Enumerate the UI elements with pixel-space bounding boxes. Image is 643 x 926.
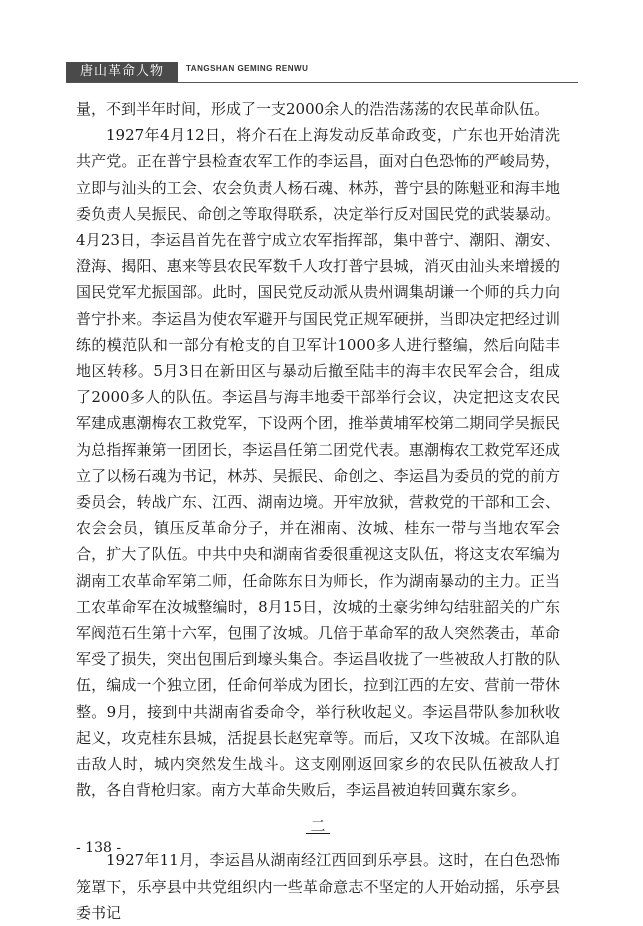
- header-divider: [66, 82, 578, 83]
- body-text: [76, 96, 560, 926]
- section-heading: [76, 813, 560, 839]
- section-number: 二: [306, 819, 329, 834]
- paragraph-continued: 量，不到半年时间，形成了一支2000余人的浩浩荡荡的农民革命队伍。: [76, 100, 550, 118]
- paragraph: 1927年4月12日，将介石在上海发动反革命政变，广东也开始清洗共产党。正在普宁县检查农军工作的李运昌，面对白色恐怖的严峻局势，立即与汕头的工会、农会负责人杨石魂、林苏，普宁县的陈魁亚和海丰地委负责人吴振民、命创之等取得联系，决定举行反对国民党的武装暴动。4月23日，李运昌首先在普宁成立农军指挥部，集中普宁、潮阳、潮安、澄海、揭阳、惠来等县农民军数千人攻打普宁县城，消灭由汕头来增援的国民党军尤振国部。此时，国民党反动派从贵州调集胡谦一个师的兵力向普宁扑来。李运昌为使农军避开与国民党正规军硬拼，当即决定把经过训练的模范队和一部分有枪支的自卫军计1000多人进行整编，然后向陆丰地区转移。5月3日在新田区与暴动后撤至陆丰的海丰农民军会合，组成了2000多人的队伍。李运昌与海丰地委干部举行会议，决定把这支农民军建成惠潮梅农工救党军，下设两个团，推举黄埔军校第二期同学吴振民为总指挥兼第一团团长，李运昌任第二团党代表。惠潮梅农工救党军还成立了以杨石魂为书记，林苏、吴振民、命创之、李运昌为委员的党的前方委员会，转战广东、江西、湖南边境。开牢放狱，营救党的干部和工会、农会会员，镇压反革命分子，并在湘南、汝城、桂东一带与当地农军会合，扩大了队伍。中共中央和湖南省委很重视这支队伍，将这支农军编为湖南工农革命军第二师，任命陈东日为师长，作为湖南暴动的主力。正当工农革命军在汝城整编时，8月15日，汝城的土豪劣绅勾结驻韶关的广东军阀范石生第十六军，包围了汝城。几倍于革命军的敌人突然袭击，革命军受了损失，突出包围后到壕头集合。李运昌收拢了一些被敌人打散的队伍，编成一个独立团，任命何举成为团长，拉到江西的左安、营前一带休整。9月，接到中共湖南省委命令，举行秋收起义。李运昌带队参加秋收起义，攻克桂东县城，活捉县长赵宪章等。而后，又攻下汝城。在部队追击敌人时，城内突然发生战斗。这支刚刚返回家乡的农民队伍被敌人打散，各自背枪归家。南方大革命失败后，李运昌被迫转回冀东家乡。: [76, 126, 560, 800]
- paragraph: 1927年11月，李运昌从湖南经江西回到乐亭县。这时，在白色恐怖笼罩下，乐亭县中共党组织内一些革命意志不坚定的人开始动摇，乐亭县委书记: [76, 851, 560, 922]
- header-section-title: 唐山革命人物: [66, 62, 178, 82]
- page-number: - 138 -: [76, 840, 122, 856]
- header-subtitle: TANGSHAN GEMING RENWU: [186, 64, 309, 73]
